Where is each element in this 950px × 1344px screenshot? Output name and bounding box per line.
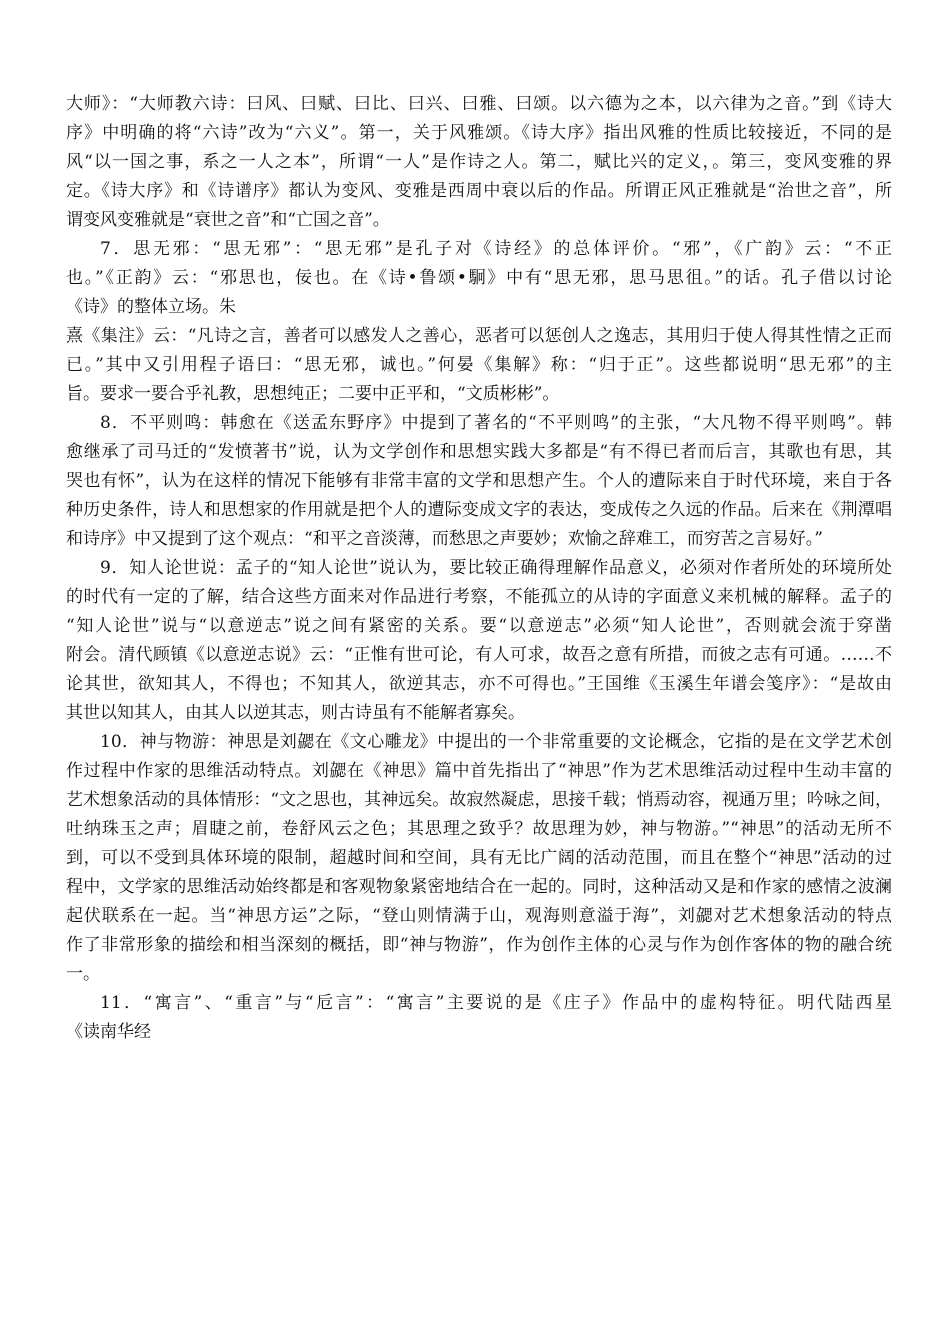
text-line: 《读南华经 xyxy=(66,1022,151,1042)
text-line: 已。”其中又引用程子语曰：“思无邪，诚也。”何晏《集解》称：“归于正”。这些都说明“思无邪”的主 xyxy=(66,355,892,375)
text-line: 大师》：“大师教六诗：曰风、曰赋、曰比、曰兴、曰雅、曰颂。以六德为之本，以六律为之音。”到《诗大 xyxy=(66,94,892,114)
text-line: 起伏联系在一起。当“神思方运”之际，“登山则情满于山，观海则意溢于海”，刘勰对艺术想象活动的特点 xyxy=(66,906,892,926)
text-line: 也。”《正韵》云：“邪思也，佞也。在《诗•鲁颂•駉》中有“思无邪，思马思徂。”的话。孔子借以讨论 xyxy=(66,268,892,288)
text-line: “知人论世”说与“以意逆志”说之间有紧密的关系。要“以意逆志”必须“知人论世”，否则就会流于穿凿 xyxy=(66,616,892,636)
text-line: 附会。清代顾镇《以意逆志说》云：“正惟有世可论，有人可求，故吾之意有所措，而彼之志有可通。……不 xyxy=(66,645,892,665)
text-line: 到，可以不受到具体环境的限制，超越时间和空间，具有无比广阔的活动范围，而且在整个“神思”活动的过 xyxy=(66,848,892,868)
text-line: 风“以一国之事，系之一人之本”，所谓“一人”是作诗之人。第二，赋比兴的定义，。第三，变风变雅的界 xyxy=(66,152,892,172)
text-line: 种历史条件，诗人和思想家的作用就是把个人的遭际变成文字的表达，变成传之久远的作品。后来在《荆潭唱 xyxy=(66,500,892,520)
text-line: 11．“寓言”、“重言”与“卮言”：“寓言”主要说的是《庄子》作品中的虚构特征。明代陆西星 xyxy=(100,993,892,1013)
text-line: 序》中明确的将“六诗”改为“六义”。第一，关于风雅颂。《诗大序》指出风雅的性质比较接近，不同的是 xyxy=(66,123,892,143)
text-line: 和诗序》中又提到了这个观点：“和平之音淡薄，而愁思之声要妙；欢愉之辞难工，而穷苦之言易好。” xyxy=(66,529,823,549)
text-line: 旨。要求一要合乎礼教，思想纯正；二要中正平和，“文质彬彬”。 xyxy=(66,384,560,404)
text-line: 作过程中作家的思维活动特点。刘勰在《神思》篇中首先指出了“神思”作为艺术思维活动过程中生动丰富的 xyxy=(66,761,892,781)
text-line: 9．知人论世说：孟子的“知人论世”说认为，要比较正确得理解作品意义，必须对作者所处的环境所处 xyxy=(100,558,892,578)
text-line: 一。 xyxy=(66,964,100,984)
text-line: 吐纳珠玉之声；眉睫之前，卷舒风云之色；其思理之致乎？故思理为妙，神与物游。”“神思”的活动无所不 xyxy=(66,819,892,839)
text-line: 的时代有一定的了解，结合这些方面来对作品进行考察，不能孤立的从诗的字面意义来机械的解释。孟子的 xyxy=(66,587,892,607)
text-line: 8．不平则鸣：韩愈在《送孟东野序》中提到了著名的“不平则鸣”的主张，“大凡物不得平则鸣”。韩 xyxy=(100,413,892,433)
text-line: 10．神与物游：神思是刘勰在《文心雕龙》中提出的一个非常重要的文论概念，它指的是在文学艺术创 xyxy=(100,732,892,752)
text-line: 作了非常形象的描绘和相当深刻的概括，即“神与物游”，作为创作主体的心灵与作为创作客体的物的融合统 xyxy=(66,935,892,955)
text-line: 哭也有怀”，认为在这样的情况下能够有非常丰富的文学和思想产生。个人的遭际来自于时代环境，来自于各 xyxy=(66,471,892,491)
text-line: 熹《集注》云：“凡诗之言，善者可以感发人之善心，恶者可以惩创人之逸志，其用归于使人得其性情之正而 xyxy=(66,326,892,346)
document-body xyxy=(66,90,892,1047)
text-line: 艺术想象活动的具体情形：“文之思也，其神远矣。故寂然凝虑，思接千载；悄焉动容，视通万里；吟咏之间， xyxy=(66,790,892,810)
text-line: 愈继承了司马迁的“发愤著书”说，认为文学创作和思想实践大多都是“有不得已者而后言，其歌也有思，其 xyxy=(66,442,892,462)
text-line: 其世以知其人，由其人以逆其志，则古诗虽有不能解者寡矣。 xyxy=(66,703,525,723)
text-line: 谓变风变雅就是“衰世之音”和“亡国之音”。 xyxy=(66,210,390,230)
text-line: 程中，文学家的思维活动始终都是和客观物象紧密地结合在一起的。同时，这种活动又是和作家的感情之波澜 xyxy=(66,877,892,897)
text-line: 7．思无邪：“思无邪”：“思无邪”是孔子对《诗经》的总体评价。“邪”，《广韵》云：“不正 xyxy=(100,239,892,259)
text-line: 定。《诗大序》和《诗谱序》都认为变风、变雅是西周中衰以后的作品。所谓正风正雅就是“治世之音”，所 xyxy=(66,181,892,201)
text-line: 《诗》的整体立场。朱 xyxy=(66,297,236,317)
text-line: 论其世，欲知其人，不得也；不知其人，欲逆其志，亦不可得也。”王国维《玉溪生年谱会笺序》：“是故由 xyxy=(66,674,892,694)
